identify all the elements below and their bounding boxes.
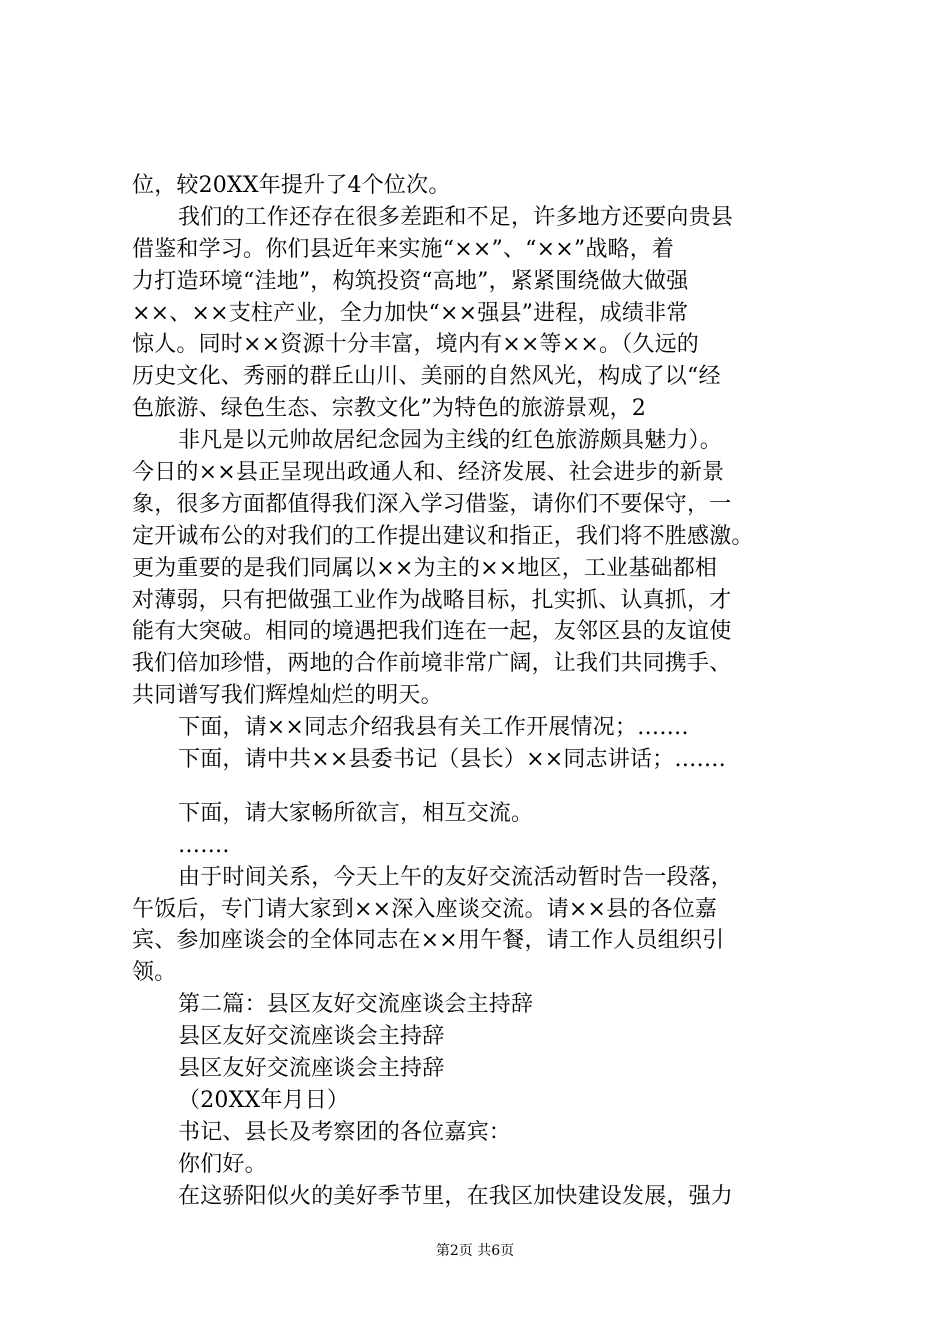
page-footer: 第2页 共6页 — [435, 1243, 515, 1259]
text-line: 能有大突破。相同的境遇把我们连在一起，友邻区县的友谊使 — [132, 619, 732, 645]
text-line: 历史文化、秀丽的群丘山川、美丽的自然风光，构成了以“经 — [132, 364, 721, 390]
text-line: 色旅游、绿色生态、宗教文化”为特色的旅游景观，2 — [132, 396, 647, 422]
text-line: 下面，请大家畅所欲言，相互交流。 — [178, 800, 534, 826]
text-line: 县区友好交流座谈会主持辞 — [178, 1024, 445, 1050]
text-line: ××、××支柱产业，全力加快“××强县”进程，成绩非常 — [132, 300, 689, 326]
text-line: 我们的工作还存在很多差距和不足，许多地方还要向贵县 — [178, 204, 734, 230]
text-line: 象，很多方面都值得我们深入学习借鉴，请你们不要保守，一 — [132, 491, 732, 517]
text-line: 定开诚布公的对我们的工作提出建议和指正，我们将不胜感激。 — [132, 523, 754, 549]
text-line: 在这骄阳似火的美好季节里，在我区加快建设发展，强力 — [178, 1183, 734, 1209]
document-body — [132, 170, 832, 1213]
text-line: 由于时间关系，今天上午的友好交流活动暂时告一段落， — [178, 864, 734, 890]
text-line: 更为重要的是我们同属以××为主的××地区，工业基础都相 — [132, 555, 718, 581]
text-line: 我们倍加珍惜，两地的合作前境非常广阔，让我们共同携手、 — [132, 651, 732, 677]
text-line: 第二篇：县区友好交流座谈会主持辞 — [178, 992, 534, 1018]
text-line: 宾、参加座谈会的全体同志在××用午餐，请工作人员组织引 — [132, 928, 725, 954]
text-line: 对薄弱，只有把做强工业作为战略目标，扎实抓、认真抓，才 — [132, 587, 732, 613]
text-line: 书记、县长及考察团的各位嘉宾： — [178, 1119, 512, 1145]
text-line: 下面，请××同志介绍我县有关工作开展情况；……. — [178, 715, 689, 741]
text-line: 午饭后，专门请大家到××深入座谈交流。请××县的各位嘉 — [132, 896, 718, 922]
blank-line — [132, 776, 832, 798]
text-line: 非凡是以元帅故居纪念园为主线的红色旅游颇具魅力）。 — [178, 428, 723, 454]
text-line: 今日的××县正呈现出政通人和、经济发展、社会进步的新景 — [132, 460, 725, 486]
text-line: ……. — [178, 832, 230, 858]
text-line: 惊人。同时××资源十分丰富，境内有××等××。（久远的 — [132, 332, 700, 358]
text-line: 位，较20XX年提升了4个位次。 — [132, 173, 451, 198]
text-line: 领。 — [132, 960, 177, 986]
text-line: 下面，请中共××县委书记（县长）××同志讲话；……. — [178, 747, 726, 773]
text-line: 共同谱写我们辉煌灿烂的明天。 — [132, 683, 443, 709]
text-line: （20XX年月日） — [178, 1087, 350, 1113]
text-line: 你们好。 — [178, 1151, 267, 1177]
text-line: 县区友好交流座谈会主持辞 — [178, 1056, 445, 1082]
text-line: 力打造环境“洼地”，构筑投资“高地”，紧紧围绕做大做强 — [132, 268, 689, 294]
text-line: 借鉴和学习。你们县近年来实施“××”、“××”战略，着 — [132, 236, 675, 262]
